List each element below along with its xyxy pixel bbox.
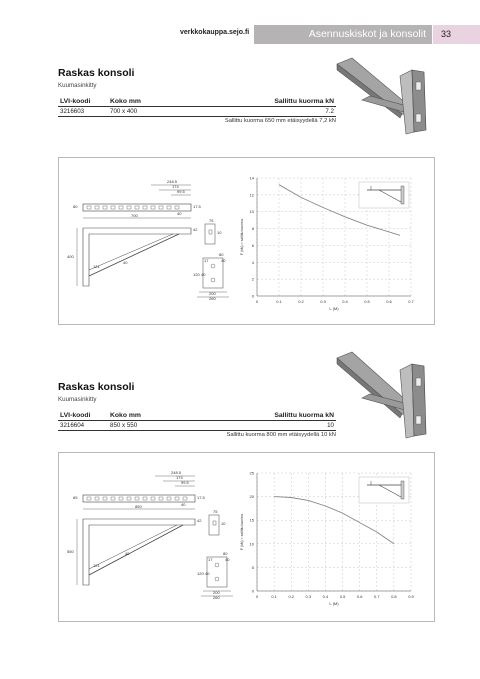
dim-plate-6: 120 — [193, 272, 200, 277]
col-lvi: LVI-koodi — [60, 412, 91, 419]
cell-size: 850 x 550 — [110, 422, 138, 429]
dim-left-1: 65 — [73, 495, 78, 500]
section-2-table — [58, 411, 336, 438]
cell-load: 10 — [327, 422, 334, 429]
dim-plate-8: 200 — [213, 590, 220, 595]
dim-arm-1: 42 — [197, 518, 202, 523]
x-tick-label: 0.6 — [386, 299, 392, 304]
site-url[interactable]: verkkokauppa.sejo.fi — [180, 29, 250, 36]
col-load: Sallittu kuorma kN — [274, 98, 334, 105]
y-tick-label: 15 — [249, 517, 254, 523]
section-1-table — [58, 97, 336, 124]
dim-left-3: 40 — [181, 502, 186, 507]
dim-plate-7: 40 — [201, 272, 206, 277]
dim-plate-7: 40 — [205, 571, 210, 576]
dim-top-2: 174 — [176, 475, 183, 480]
dim-width: 850 — [135, 504, 142, 509]
page-number-box — [433, 25, 480, 44]
dim-plate-1: 75 — [213, 509, 218, 514]
technical-drawing-box — [58, 157, 435, 325]
x-tick-label: 0.6 — [356, 594, 363, 599]
x-tick-label: 0 — [255, 594, 259, 599]
col-load: Sallittu kuorma kN — [274, 412, 334, 419]
x-tick-label: 0 — [255, 299, 259, 304]
x-tick-label: 0.7 — [408, 299, 414, 304]
x-tick-label: 0.2 — [298, 299, 304, 304]
dim-arm-2: 121 — [93, 563, 100, 568]
table-row — [58, 107, 336, 117]
section-1-title: Raskas konsoli — [58, 67, 135, 79]
x-tick-label: 0.4 — [322, 594, 329, 599]
x-tick-label: 0.8 — [391, 594, 397, 599]
x-tick-label: 0.1 — [271, 594, 277, 599]
col-lvi: LVI-koodi — [60, 98, 91, 105]
load-chart-1 — [239, 172, 429, 322]
dim-plate-9: 260 — [213, 595, 220, 600]
y-tick-label: 0 — [251, 293, 254, 299]
table-header — [58, 97, 336, 107]
dim-left-2: 17.5 — [197, 495, 205, 500]
y-tick-label: 25 — [249, 470, 254, 476]
x-tick-label: 0.5 — [339, 594, 346, 599]
y-tick-label: 4 — [251, 259, 254, 265]
x-tick-label: 0.5 — [364, 299, 370, 304]
dim-plate-4: 40 — [225, 557, 230, 562]
y-tick-label: 20 — [249, 494, 254, 500]
x-tick-label: 0.2 — [288, 594, 295, 599]
dim-arm-3: 40 — [125, 551, 130, 556]
y-tick-label: 10 — [249, 209, 254, 215]
dim-plate-5: 17 — [204, 258, 209, 263]
dim-arm-1: 42 — [193, 227, 198, 232]
y-tick-label: 14 — [249, 175, 254, 181]
col-size: Koko mm — [110, 412, 141, 419]
y-tick-label: 0 — [251, 588, 254, 594]
bracket-photo — [332, 56, 442, 136]
dim-top-1: 248.5 — [167, 179, 178, 184]
dim-arm-2: 121 — [93, 264, 100, 269]
cell-lvi: 3216604 — [60, 422, 85, 429]
dim-left-2: 17.5 — [193, 204, 201, 209]
x-axis-label: L (M) — [329, 306, 339, 311]
page-number: 33 — [441, 29, 452, 39]
dim-height: 400 — [67, 254, 74, 259]
dim-plate-5: 17 — [208, 557, 213, 562]
y-tick-label: 10 — [249, 541, 254, 547]
x-tick-label: 0.7 — [373, 594, 380, 599]
dim-plate-4: 40 — [221, 258, 226, 263]
col-size: Koko mm — [110, 98, 141, 105]
dim-width: 700 — [131, 213, 138, 218]
x-tick-label: 0.4 — [342, 299, 348, 304]
technical-drawing-box — [58, 452, 435, 622]
inset-wall-plate — [401, 186, 404, 204]
load-note: Sallittu kuorma 800 mm etäisyydellä 10 kN — [226, 432, 336, 438]
page-header — [0, 25, 480, 44]
y-tick-label: 2 — [251, 276, 254, 282]
section-2-title: Raskas konsoli — [58, 381, 135, 393]
x-tick-label: 0.9 — [408, 594, 414, 599]
dim-left-1: 80 — [73, 204, 78, 209]
dim-arm-3: 40 — [123, 260, 128, 265]
load-note: Sallittu kuorma 650 mm etäisyydellä 7,2 kN — [224, 118, 336, 124]
dim-left-3: 40 — [177, 211, 182, 216]
dim-top-2: 174 — [172, 184, 179, 189]
cell-lvi: 3216603 — [60, 108, 85, 115]
y-tick-label: 5 — [251, 564, 254, 570]
dim-top-1: 248.5 — [171, 470, 182, 475]
dim-plate-9: 260 — [209, 296, 216, 301]
x-tick-label: 0.3 — [305, 594, 312, 599]
header-title: Asennuskiskot ja konsolit — [308, 28, 426, 40]
cell-load: 7.2 — [325, 108, 334, 115]
section-2-subtitle: Kuumasinkitty — [58, 396, 97, 403]
table-row — [58, 421, 336, 431]
y-axis-label: F (kN) = sallittu kuorma — [240, 218, 244, 256]
x-tick-label: 0.1 — [276, 299, 282, 304]
dim-plate-6: 120 — [197, 571, 204, 576]
y-tick-label: 12 — [249, 192, 254, 198]
dim-plate-1: 75 — [209, 218, 214, 223]
dim-height: 550 — [67, 549, 74, 554]
y-tick-label: 8 — [251, 226, 254, 232]
dim-top-3: 99.5 — [181, 480, 189, 485]
table-header — [58, 411, 336, 421]
x-axis-label: L (M) — [329, 601, 339, 606]
cell-size: 700 x 400 — [110, 108, 138, 115]
dim-plate-2: 10 — [217, 230, 222, 235]
dim-plate-3: 80 — [219, 252, 224, 257]
y-tick-label: 6 — [251, 242, 254, 248]
dim-top-3: 99.5 — [177, 189, 185, 194]
section-1-subtitle: Kuumasinkitty — [58, 82, 97, 89]
inset-wall-plate — [401, 481, 404, 499]
y-axis-label: F (kN) = sallittu kuorma — [240, 513, 244, 551]
x-tick-label: 0.3 — [320, 299, 326, 304]
load-chart-2 — [239, 467, 429, 617]
bracket-photo — [332, 350, 442, 440]
dim-plate-8: 200 — [209, 291, 216, 296]
header-bar — [254, 25, 432, 44]
dim-plate-2: 10 — [221, 521, 226, 526]
dim-plate-3: 80 — [223, 551, 228, 556]
